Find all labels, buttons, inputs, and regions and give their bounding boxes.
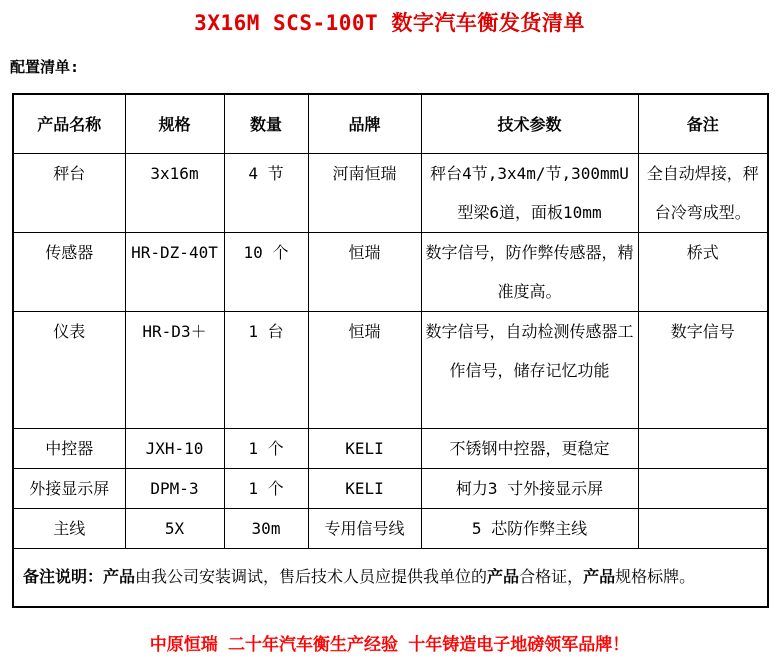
cell-params: 柯力3 寸外接显示屏 [421,468,638,508]
cell-note [638,468,768,508]
cell-brand: 恒瑞 [308,311,421,428]
cell-brand: 恒瑞 [308,232,421,311]
cell-qty: 1 台 [224,311,308,428]
cell-spec: HR-DZ-40T [125,232,224,311]
cell-brand: KELI [308,468,421,508]
remark-segment: 产品 [103,567,136,587]
column-header-product: 产品名称 [13,94,125,153]
shipping-list-table [12,93,769,608]
remark-segment: 由我公司安装调试，售后技术人员应提供我单位的 [135,567,488,587]
cell-qty: 30m [224,508,308,548]
column-header-brand: 品牌 [308,94,421,153]
section-label: 配置清单: [10,58,80,76]
remark-segment: 合格证， [519,567,584,587]
cell-note: 数字信号 [638,311,768,428]
table-row-platform [13,153,768,232]
cell-spec: 5X [125,508,224,548]
table-row-indicator [13,311,768,428]
cell-params: 秤台4节,3x4m/节,300mmU型梁6道，面板10mm [421,153,638,232]
table-row-external-display [13,468,768,508]
column-header-qty: 数量 [224,94,308,153]
cell-product-name: 中控器 [13,428,125,468]
table-row-main-cable [13,508,768,548]
cell-params: 5 芯防作弊主线 [421,508,638,548]
cell-qty: 1 个 [224,428,308,468]
cell-product-name: 主线 [13,508,125,548]
cell-spec: HR-D3＋ [125,311,224,428]
column-header-params: 技术参数 [421,94,638,153]
cell-note [638,428,768,468]
cell-spec: DPM-3 [125,468,224,508]
footer-slogan: 中原恒瑞 二十年汽车衡生产经验 十年铸造电子地磅领军品牌！ [149,635,630,655]
cell-spec: 3x16m [125,153,224,232]
cell-params: 数字信号，自动检测传感器工作信号，储存记忆功能 [421,311,638,428]
table-row-controller [13,428,768,468]
cell-qty: 10 个 [224,232,308,311]
page-title: 3X16M SCS-100T 数字汽车衡发货清单 [194,11,585,35]
cell-qty: 1 个 [224,468,308,508]
remark-label: 备注说明： [23,567,104,587]
cell-brand: KELI [308,428,421,468]
remark-segment: 规格标牌。 [615,567,696,587]
cell-product-name: 仪表 [13,311,125,428]
cell-note [638,508,768,548]
cell-note: 全自动焊接，秤台冷弯成型。 [638,153,768,232]
cell-brand: 专用信号线 [308,508,421,548]
cell-params: 数字信号，防作弊传感器，精准度高。 [421,232,638,311]
cell-product-name: 外接显示屏 [13,468,125,508]
cell-note: 桥式 [638,232,768,311]
remark-segment: 产品 [487,567,520,587]
table-remark-row [13,548,768,607]
column-header-spec: 规格 [125,94,224,153]
cell-spec: JXH-10 [125,428,224,468]
remark-cell [13,548,768,607]
remark-segment: 产品 [583,567,616,587]
cell-qty: 4 节 [224,153,308,232]
cell-brand: 河南恒瑞 [308,153,421,232]
cell-params: 不锈钢中控器，更稳定 [421,428,638,468]
cell-product-name: 传感器 [13,232,125,311]
table-header-row [13,94,768,153]
cell-product-name: 秤台 [13,153,125,232]
table-row-sensor [13,232,768,311]
column-header-note: 备注 [638,94,768,153]
